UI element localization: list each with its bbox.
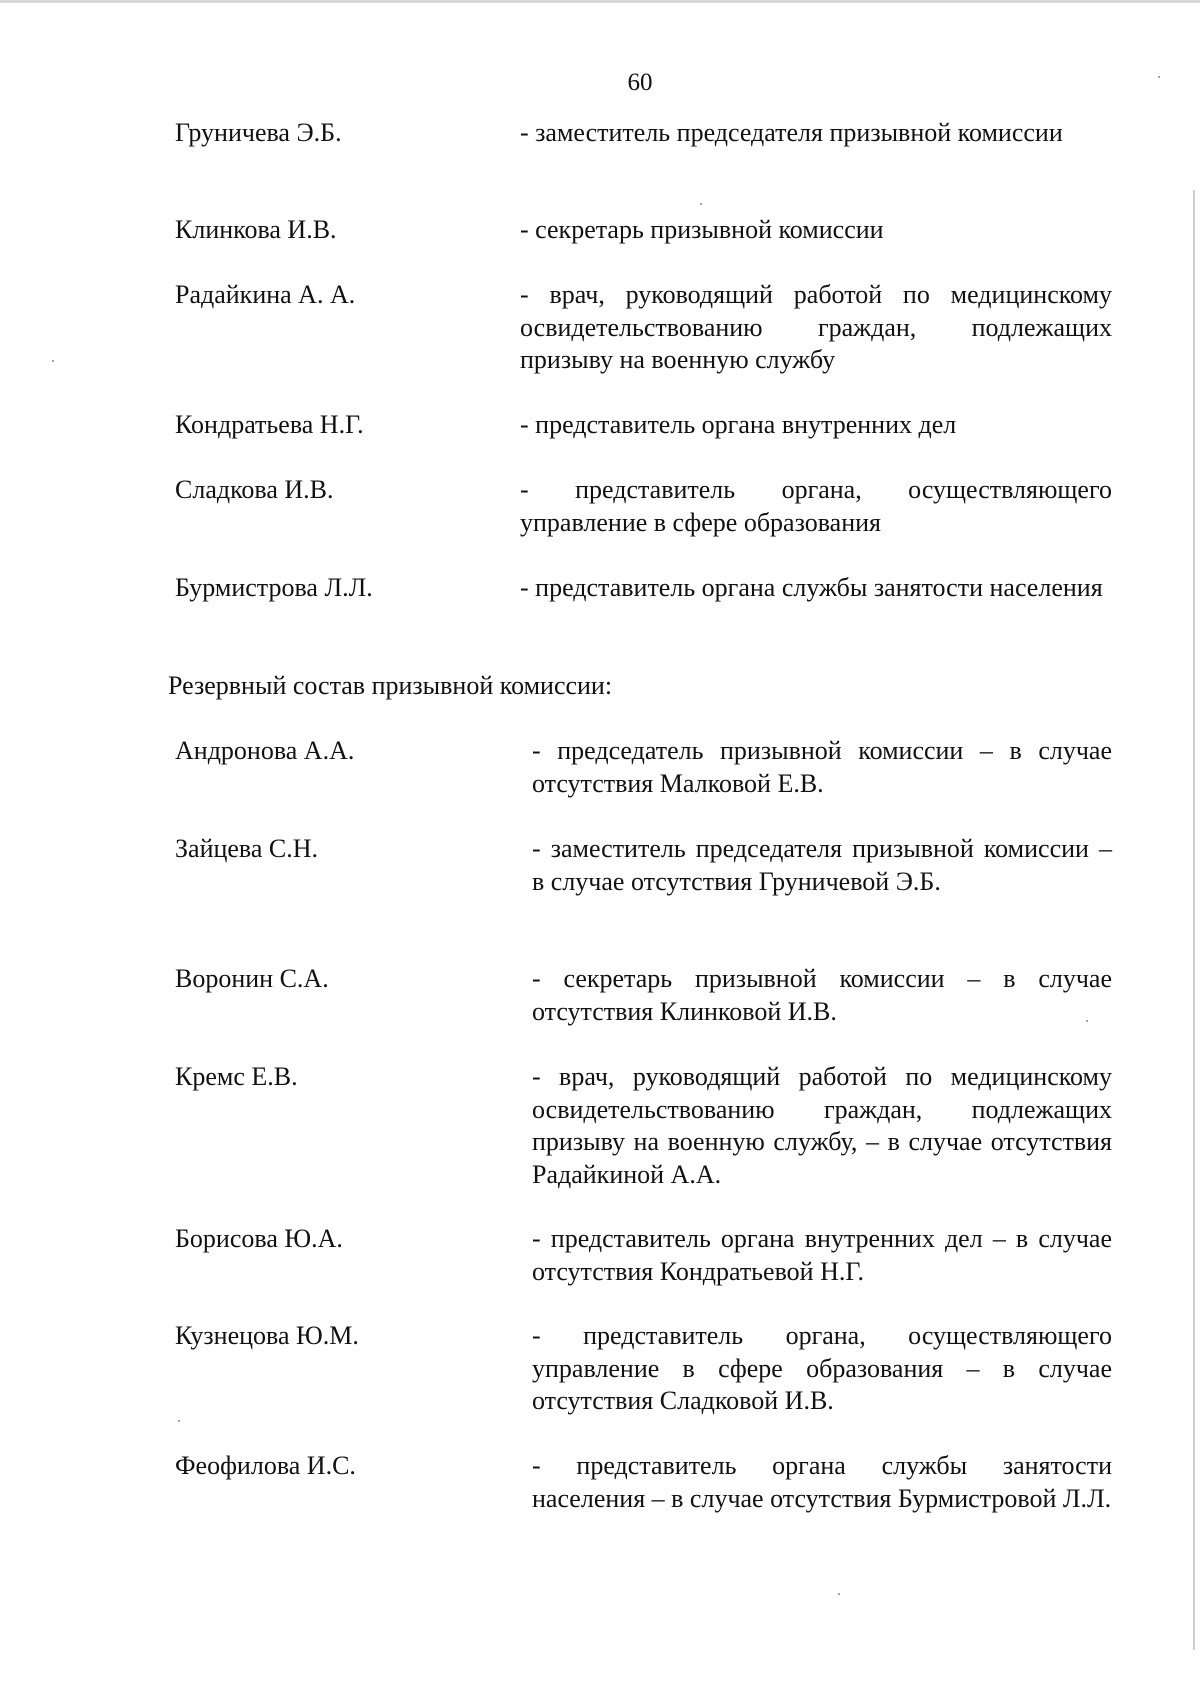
reserve-heading: Резервный состав призывной комиссии: <box>168 671 613 700</box>
member-role: - представитель органа, осуществляющего управление в сфере образования – в случае отсутствия Сладковой И.В. <box>532 1321 1112 1415</box>
scan-speck <box>1086 1020 1088 1022</box>
member-role: - представитель органа, осуществляющего управление в сфере образования <box>520 475 1112 537</box>
member-role: - врач, руководящий работой по медицинскому освидетельствованию граждан, подлежащих призыву на военную службу <box>520 280 1112 374</box>
member-name: Кремс Е.В. <box>175 1062 298 1091</box>
member-role: - секретарь призывной комиссии <box>520 215 884 244</box>
member-role: - представитель органа внутренних дел – в случае отсутствия Кондратьевой Н.Г. <box>532 1224 1112 1286</box>
scan-speck <box>700 203 702 205</box>
member-role: - представитель органа внутренних дел <box>520 410 957 439</box>
member-name: Клинкова И.В. <box>175 215 337 244</box>
member-role: - врач, руководящий работой по медицинскому освидетельствованию граждан, подлежащих призыву на военную службу, – в случае отсутствия Радайкиной А.А. <box>532 1062 1112 1189</box>
member-name: Кузнецова Ю.М. <box>175 1321 359 1350</box>
member-role: - заместитель председателя призывной комиссии <box>520 118 1063 147</box>
member-role: - заместитель председателя призывной комиссии – в случае отсутствия Груничевой Э.Б. <box>532 834 1112 896</box>
member-name: Кондратьева Н.Г. <box>175 410 364 439</box>
member-role: - председатель призывной комиссии – в случае отсутствия Малковой Е.В. <box>532 736 1112 798</box>
member-name: Зайцева С.Н. <box>175 834 319 863</box>
member-name: Воронин С.А. <box>175 964 329 993</box>
member-name: Андронова А.А. <box>175 736 355 765</box>
scan-edge-right <box>1193 190 1195 1650</box>
scan-speck <box>1158 76 1160 78</box>
member-role: - секретарь призывной комиссии – в случае отсутствия Клинковой И.В. <box>532 964 1112 1026</box>
page-number: 60 <box>627 69 653 96</box>
member-name: Сладкова И.В. <box>175 475 334 504</box>
scan-speck <box>178 1420 180 1422</box>
scan-speck <box>838 1593 840 1595</box>
member-name: Радайкина А. А. <box>175 280 356 309</box>
scan-edge-top <box>0 0 1200 3</box>
member-role: - представитель органа службы занятости населения <box>520 573 1103 602</box>
member-role: - представитель органа службы занятости населения – в случае отсутствия Бурмистровой Л.Л. <box>532 1451 1112 1513</box>
member-name: Феофилова И.С. <box>175 1451 356 1480</box>
member-name: Груничева Э.Б. <box>175 118 342 147</box>
scan-speck <box>52 360 54 362</box>
member-name: Борисова Ю.А. <box>175 1224 343 1253</box>
member-name: Бурмистрова Л.Л. <box>175 573 373 602</box>
